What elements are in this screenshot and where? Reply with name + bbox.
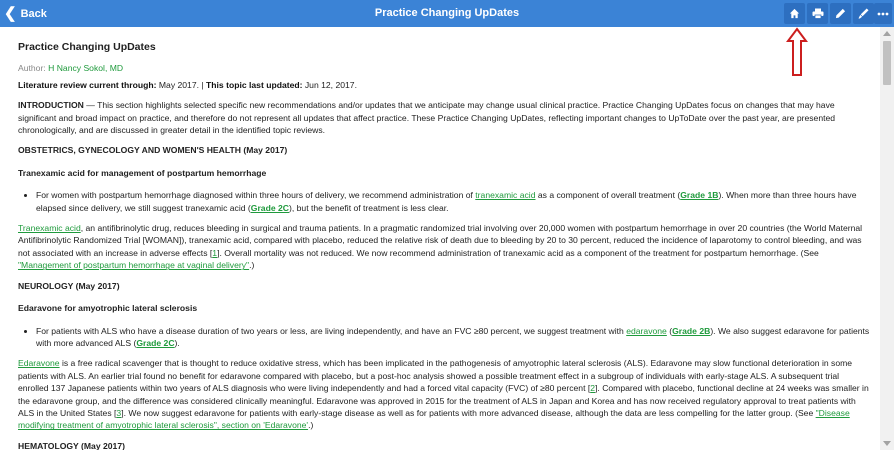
author-link[interactable]: H Nancy Sokol, MD — [48, 63, 124, 74]
text: ( — [666, 325, 673, 336]
text: .) — [249, 260, 255, 271]
text: ]. Overall mortality was not reduced. We now recommend administration of tranexamic acid as a component of the treatment for postpartum hemorrhage. (See — [217, 247, 819, 258]
author-label: Author: — [18, 63, 46, 74]
see-also-pph-link[interactable]: "Management of postpartum hemorrhage at vaginal delivery" — [18, 260, 250, 271]
recommendation-list — [18, 189, 870, 214]
tranexamic-acid-link-2[interactable]: Tranexamic acid — [18, 223, 81, 234]
more-icon — [877, 12, 889, 16]
subsection-tranexamic: Tranexamic acid for management of postpartum hemorrhage — [18, 167, 267, 178]
separator: | — [201, 79, 204, 90]
updated-label: This topic last updated: — [206, 79, 303, 90]
text: For women with postpartum hemorrhage diagnosed within three hours of delivery, we recommend administration of — [36, 190, 476, 201]
highlight-button[interactable] — [853, 3, 874, 24]
highlighter-icon — [858, 8, 869, 19]
text: as a component of overall treatment ( — [535, 190, 681, 201]
list-item — [36, 189, 870, 214]
home-icon — [789, 8, 800, 19]
text: ). When more than three hours have elapsed since delivery, we still suggest tranexamic acid ( — [36, 190, 857, 213]
pencil-icon — [835, 8, 846, 19]
reference-3-link[interactable]: 3 — [116, 407, 122, 418]
grade-2c-link[interactable]: Grade 2C — [250, 202, 289, 213]
text: is a free radical scavenger that is thought to reduce oxidative stress, which has been implicated in the pathogenesis of amyotrophic lateral sclerosis (ALS). Edaravone may slow functional deterioration in some patients with ALS. An earlier trial found no benefit for edaravone compared with placebo, but a post-hoc analysis showed a possible treatment effect in a subgroup of individuals with early-stage ALS. A subsequent trial enrolled 137 Japanese patients within two years of ALS diagnosis who were living independently and had a forced vital capacity (FVC) of ≥80 percent [ — [18, 358, 853, 394]
section-heading-neurology: NEUROLOGY (May 2017) — [18, 280, 120, 291]
intro-text: — This section highlights selected specific new recommendations and/or updates that we anticipate may change usual clinical practice. Practice Changing UpDates focus on changes that may have significant and broad impact on practice, and therefore do not represent all updates that affect practice. These Practice Changing UpDates, reflecting important changes to UpToDate over the past year, are presented chronologically, and are discussed in greater detail in the identified topic reviews. — [18, 100, 836, 136]
text: ). We also suggest edaravone for patients with more advanced ALS ( — [36, 325, 870, 348]
lit-value: May 2017. — [158, 79, 200, 90]
back-label: Back — [20, 7, 47, 20]
section-heading-obgyn: OBSTETRICS, GYNECOLOGY AND WOMEN'S HEALTH (May 2017) — [18, 145, 288, 156]
grade-2b-link[interactable]: Grade 2B — [672, 325, 711, 336]
doc-title: Practice Changing UpDates — [18, 41, 156, 53]
home-button[interactable] — [784, 3, 805, 24]
subsection-edaravone: Edaravone for amyotrophic lateral sclerosis — [18, 303, 198, 314]
see-also-als-link[interactable]: "Disease modifying treatment of amyotrophic lateral sclerosis", section on 'Edaravone' — [18, 407, 850, 431]
text: For patients with ALS who have a disease duration of two years or less, are living independently, and have an FVC ≥80 percent, we suggest treatment with — [36, 325, 627, 336]
edaravone-link[interactable]: edaravone — [626, 325, 667, 336]
intro-label: INTRODUCTION — [18, 100, 84, 111]
recommendation-list — [18, 325, 870, 350]
lit-label: Literature review current through: — [18, 79, 157, 90]
edaravone-link-2[interactable]: Edaravone — [18, 358, 60, 369]
print-button[interactable] — [807, 3, 828, 24]
text: .) — [308, 420, 314, 431]
text: ). — [174, 337, 180, 348]
text: , an antifibrinolytic drug, reduces bleeding in surgical and trauma patients. In a pragmatic randomized trial involving over 20,000 women with postpartum hemorrhage in over 20 countries (the World Maternal Antifibrinolytic Randomized Trial [WOMAN]), tranexamic acid, compared with placebo, reduced the relative risk of death due to bleeding by 20 to 30 percent, reduced the incidence of laparotomy to control bleeding, and was not associated with an increase in adverse effects [ — [18, 223, 863, 258]
text: ]. Compared with placebo, functional decline at 24 weeks was smaller in the edaravone group, and the difference was considered clinically meaningful. Edaravone was approved in 2015 for the treatment of ALS in Japan and Korea and has now received regulatory approval to treat patients with ALS in the United States [ — [18, 383, 869, 418]
grade-1b-link[interactable]: Grade 1B — [680, 190, 719, 201]
print-icon — [812, 8, 824, 19]
reference-1-link[interactable]: 1 — [212, 247, 218, 258]
scroll-down-icon[interactable] — [883, 441, 891, 446]
topic-content[interactable] — [0, 27, 880, 450]
page-title: Practice Changing UpDates — [374, 7, 520, 19]
vertical-scrollbar[interactable] — [880, 27, 894, 450]
text: ]. We now suggest edaravone for patients with early-stage disease as well as for patients with more advanced disease, although the data are less compelling for the latter group. (See — [121, 407, 816, 418]
intro-paragraph — [18, 99, 870, 136]
updated-value: Jun 12, 2017. — [304, 79, 357, 90]
edaravone-paragraph — [18, 357, 870, 431]
list-item — [36, 325, 870, 350]
tranexamic-acid-link[interactable]: tranexamic acid — [475, 190, 536, 201]
top-toolbar — [0, 0, 894, 27]
scroll-thumb[interactable] — [883, 41, 891, 85]
reference-2-link[interactable]: 2 — [590, 383, 596, 394]
tranexamic-paragraph — [18, 222, 870, 272]
author-line — [18, 62, 870, 74]
section-heading-hematology: HEMATOLOGY (May 2017) — [18, 440, 125, 450]
scroll-up-icon[interactable] — [883, 31, 891, 36]
more-button[interactable] — [874, 3, 892, 24]
back-button[interactable] — [4, 0, 47, 27]
review-dates — [18, 79, 870, 91]
text: ), but the benefit of treatment is less clear. — [289, 202, 449, 213]
grade-2c-link[interactable]: Grade 2C — [136, 337, 175, 348]
chevron-left-icon: ❮ — [4, 5, 17, 22]
edit-button[interactable] — [830, 3, 851, 24]
